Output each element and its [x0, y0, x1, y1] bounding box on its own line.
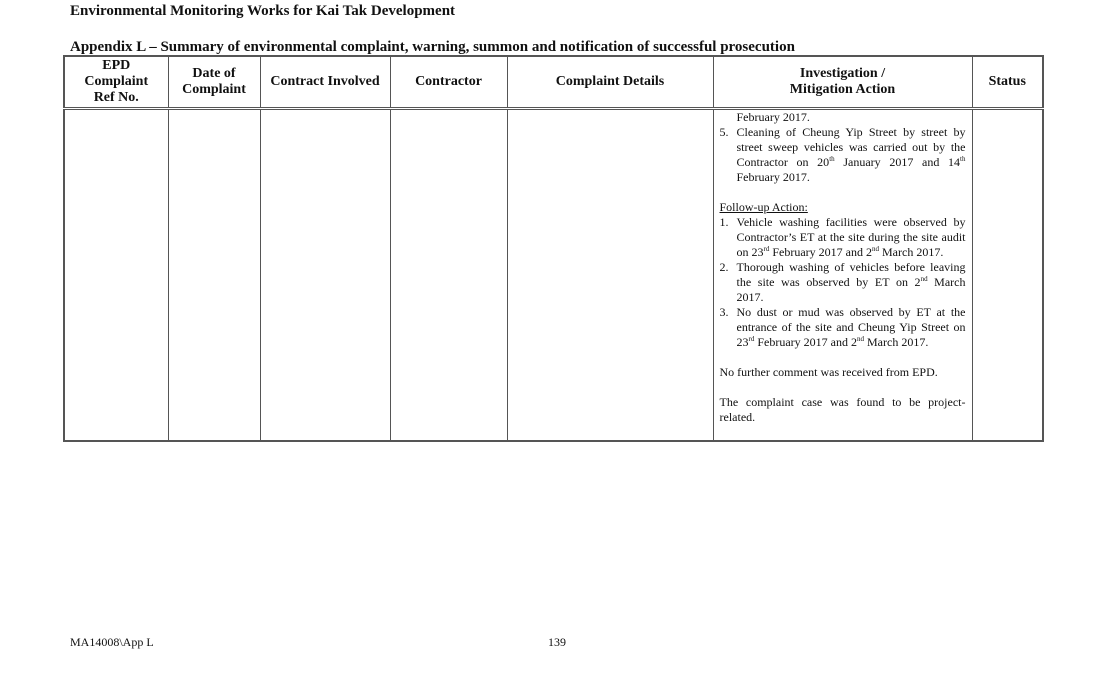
header-investigation: Investigation / Mitigation Action: [713, 56, 972, 109]
no-further-comment: No further comment was received from EPD.: [719, 365, 938, 379]
header-complaint-details: Complaint Details: [507, 56, 713, 109]
follow-up-heading: Follow-up Action:: [719, 200, 808, 214]
follow-up-item-2: 2. Thorough washing of vehicles before leaving the site was observed by ET on 2nd March 2017.: [719, 260, 966, 304]
footer-reference: MA14008\App L: [70, 635, 154, 649]
appendix-title: Appendix L – Summary of environmental complaint, warning, summon and notification of successful prosecution: [70, 39, 795, 55]
header-epd-ref: EPD Complaint Ref No.: [64, 56, 168, 109]
cell-date: [168, 109, 260, 442]
cell-contractor: [390, 109, 507, 442]
cell-complaint-details: [507, 109, 713, 442]
follow-up-item-1: 1. Vehicle washing facilities were observed by Contractor’s ET at the site during the site audit on 23rd February 2017 and 2nd March 2017.: [719, 215, 966, 259]
cell-epd-ref: [64, 109, 168, 442]
continued-text: February 2017.: [736, 110, 810, 124]
conclusion-text: The complaint case was found to be project-related.: [719, 395, 966, 424]
cell-status: [972, 109, 1043, 442]
header-contractor: Contractor: [390, 56, 507, 109]
table-header-row: [64, 56, 1043, 109]
cell-contract: [260, 109, 390, 442]
header-contract-involved: Contract Involved: [260, 56, 390, 109]
document-title: Environmental Monitoring Works for Kai Tak Development: [70, 3, 456, 19]
header-date-of-complaint: Date of Complaint: [168, 56, 260, 109]
page-number: 139: [548, 635, 566, 649]
table-row: [64, 109, 1043, 442]
header-status: Status: [972, 56, 1043, 109]
cell-investigation: [713, 109, 972, 442]
follow-up-item-3: 3. No dust or mud was observed by ET at the entrance of the site and Cheung Yip Street on 23rd February 2017 and 2nd March 2017.: [719, 305, 966, 349]
complaint-summary-table: [63, 55, 1044, 442]
mitigation-item-5: 5. Cleaning of Cheung Yip Street by street by street sweep vehicles was carried out by the Contractor on 20th January 2017 and 14th February 2017.: [719, 125, 966, 184]
